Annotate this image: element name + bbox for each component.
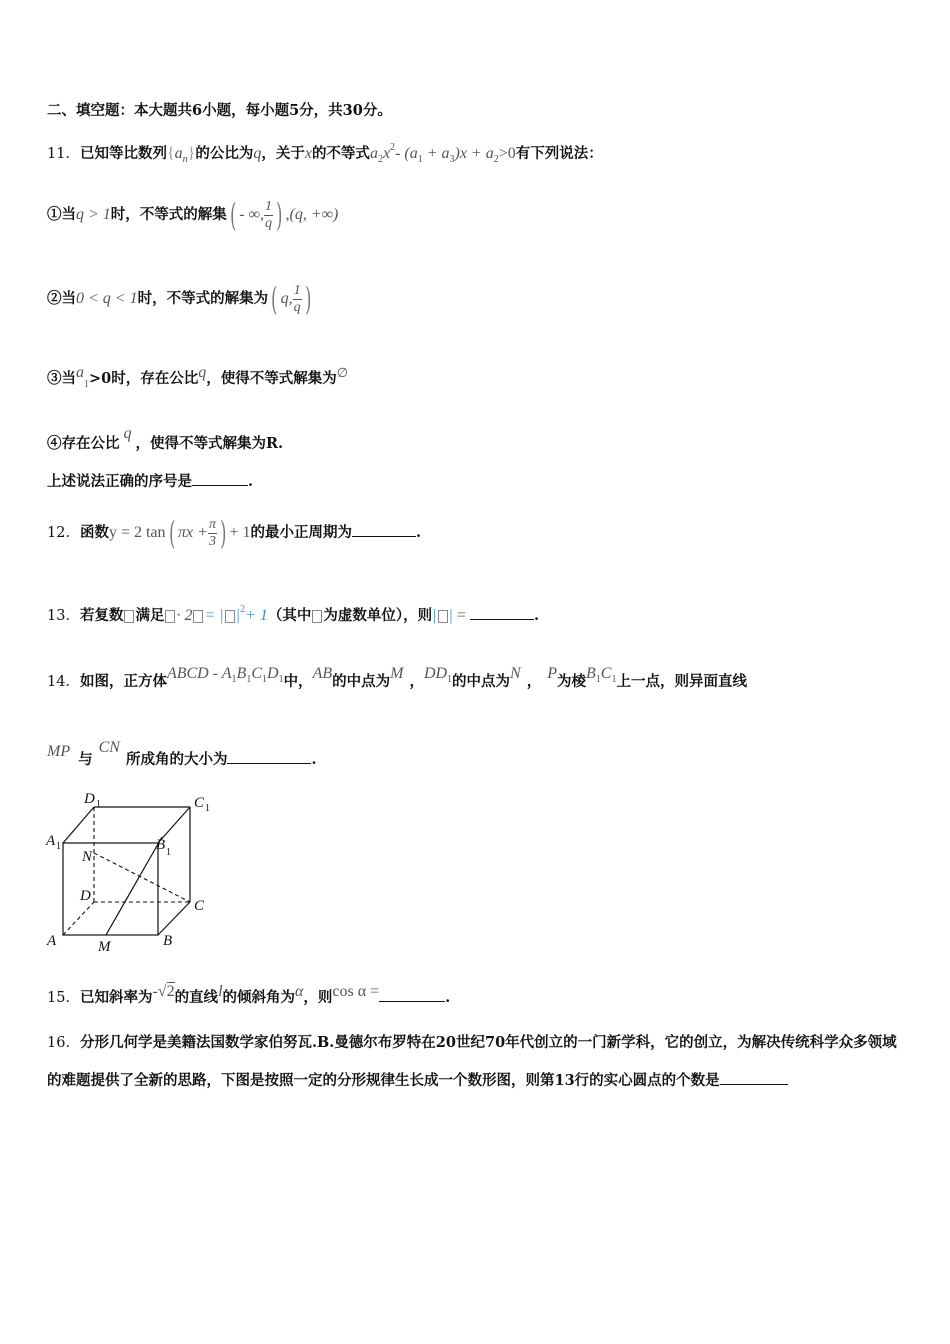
abs-bar: | [432, 607, 437, 624]
radicand: 2 [166, 983, 175, 1000]
q15-number: 15． [47, 990, 80, 1006]
ineq-term: - (a [395, 145, 418, 162]
q14-text: ， [526, 673, 542, 690]
period: . [445, 989, 451, 1006]
label-a: A [47, 933, 57, 949]
seq-brace: { [166, 145, 175, 162]
fraction: $\frac{1}{q}$ [293, 282, 301, 315]
label-sub: 1 [166, 847, 171, 858]
q14-text: 为棱 [557, 673, 586, 690]
q14-text: ， [409, 673, 424, 690]
q15-text: 已知斜率为 [79, 989, 153, 1006]
edge-a1d1 [63, 807, 94, 843]
line-mp [106, 837, 162, 935]
q11-answer [47, 471, 253, 492]
line-mp: MP [47, 743, 71, 760]
q11-statement-3: ③当$a_1>0$时，存在公比q，使得不等式解集为∅ [47, 364, 349, 390]
solution-set: q, [280, 290, 293, 307]
cube-name: B [236, 665, 247, 682]
label-d1: D [84, 791, 95, 807]
section-title: 二、填空题：本大题共6小题，每小题5分，共30分。 [47, 102, 392, 119]
equation-part: + 1 [245, 607, 268, 624]
cos-expr: cos α = [332, 983, 380, 1000]
q15-text: 的倾斜角为 [222, 989, 296, 1006]
solution-set: - ∞, [239, 206, 265, 223]
q14-stem-cont [47, 738, 317, 770]
period: . [248, 473, 254, 490]
seq-symbol: a [174, 145, 183, 162]
q16-stem [47, 1024, 907, 1099]
alpha-symbol: α [295, 983, 304, 1000]
q13-text: （其中 [267, 607, 312, 624]
ineq-term: + a [422, 145, 450, 162]
cube-name: D [267, 665, 279, 682]
period: . [311, 751, 317, 768]
q11-text: 已知等比数列 [79, 145, 167, 162]
segment-dd1: DD [423, 665, 448, 682]
answer-blank[interactable] [470, 605, 534, 620]
missing-glyph-box [124, 610, 134, 623]
statement-label: ③当 [47, 370, 76, 387]
q-symbol: q [198, 364, 207, 381]
x-symbol: x [304, 145, 312, 162]
q12-text: 的最小正周期为 [250, 524, 352, 541]
q13-text: 满足 [135, 607, 165, 624]
answer-blank[interactable] [192, 471, 248, 486]
statement-text: 时，不等式的解集 [110, 206, 227, 223]
label-b: B [163, 933, 173, 949]
edge-ad-hidden [63, 902, 94, 935]
q14-text: 与 [78, 751, 93, 768]
q11-text: 的公比为 [195, 145, 254, 162]
equals: = [456, 607, 466, 624]
statement-text: ，使得不等式解集为R. [135, 435, 284, 452]
line-cn [94, 853, 190, 902]
label-m: M [98, 939, 111, 955]
condition: q > 1 [76, 206, 111, 223]
statement-text: >0时，存在公比 [89, 370, 199, 387]
negative-sign: - [152, 983, 158, 1000]
period: . [533, 607, 540, 624]
answer-blank[interactable] [720, 1070, 788, 1085]
label-d: D [80, 888, 91, 904]
fraction: $\frac{1}{q}$ [265, 198, 273, 231]
period: . [415, 524, 422, 541]
q11-text: 的不等式 [311, 145, 370, 162]
q12-stem: 12．函数y = 2 tan( πx + $\frac{\pi}{3}$ ) + 1的最小正周期为 . [47, 514, 422, 552]
q16-number: 16． [47, 1035, 80, 1051]
equation-part: 2 [240, 604, 246, 615]
q16-text: 分形几何学是美籍法国数学家伯努瓦.B.曼德尔布罗特在20世纪70年代创立的一门新学科，它的创立，为解决传统科学众多领域的难题提供了全新的思路，下图是按照一定的分形规律生长成一个数形图，则第13行的实心圆点的个数是 [47, 1034, 897, 1089]
edge-bc [158, 902, 190, 935]
function-arg: πx + [178, 524, 208, 541]
statement-label: ②当 [47, 290, 76, 307]
point-m: M [390, 665, 404, 682]
segment-ab: AB [312, 665, 333, 682]
missing-glyph-box [438, 610, 448, 623]
q11-statement-2: ②当0 < q < 1时，不等式的解集为( q, $\frac{1}{q}$ ) [47, 280, 311, 318]
edge-b1c1: B [586, 665, 596, 682]
seq-subscript: n [182, 154, 188, 165]
q14-text: 的中点为 [452, 673, 511, 690]
q12-number: 12． [47, 525, 80, 541]
q14-text: 中， [283, 673, 313, 690]
edge-b1c1: C [600, 665, 612, 682]
abs-bar: | [448, 607, 453, 624]
equation-part: | [235, 607, 241, 624]
missing-glyph-box [312, 610, 322, 623]
q15-text: ，则 [303, 989, 333, 1006]
q15-stem: 15．已知斜率为-√2的直线l的倾斜角为α，则cos α = . [47, 983, 451, 1006]
function-plus: + 1 [229, 524, 251, 541]
label-a1: A [46, 833, 56, 849]
q14-text: 上一点，则异面直线 [616, 673, 747, 690]
solution-set: ,(q, +∞) [285, 206, 339, 223]
q13-text: 为虚数单位），则 [323, 607, 433, 624]
point-n: N [510, 665, 521, 682]
label-c1: C [194, 795, 205, 811]
label-b1: B [156, 837, 166, 853]
q-symbol: q [123, 425, 132, 442]
cube-name: ABCD - A [166, 665, 232, 682]
label-c: C [194, 898, 205, 914]
q13-stem [47, 600, 539, 626]
q11-number: 11． [47, 146, 80, 162]
label-sub: 1 [205, 803, 210, 814]
q14-text: 所成角的大小为 [125, 751, 228, 768]
q-symbol: q [253, 145, 262, 162]
cube-name: C [251, 665, 262, 682]
q14-stem: 14．如图，正方体ABCD - $A^1B^1C^1D^1$中，AB的中点为M ，$DD^1$的中点为N ， P为棱$B^1C^1$上一点，则异面直线 [47, 665, 747, 690]
equation-part: · 2 [176, 607, 193, 624]
q13-number: 13． [47, 608, 80, 624]
cube-figure [40, 785, 230, 955]
q12-text: 函数 [79, 524, 109, 541]
label-sub: 1 [96, 799, 101, 810]
q11-stem: 11．已知等比数列$\{a_n\}$的公比为q，关于x的不等式$a_2x^2-$ $(a_1 + a_3)x + a_2>0$有下列说法： [47, 142, 603, 165]
seq-brace-close: } [187, 145, 196, 162]
q14-text: 的中点为 [332, 673, 391, 690]
answer-blank[interactable] [379, 987, 445, 1002]
empty-set-symbol: ∅ [336, 365, 349, 380]
missing-glyph-box [165, 610, 175, 623]
label-n: N [82, 849, 93, 865]
q11-text: 有下列说法： [515, 145, 603, 162]
statement-label: ①当 [47, 206, 76, 223]
fraction: $\frac{\pi}{3}$ [208, 516, 216, 549]
q11-statement-4 [47, 424, 283, 454]
ineq-term: )x + a [454, 145, 494, 162]
q14-number: 14． [47, 674, 80, 690]
q11-statement-1: ①当q > 1时，不等式的解集( - ∞, $\frac{1}{q}$ ) ,(q, +∞) [47, 196, 339, 234]
missing-glyph-box [193, 610, 203, 623]
q14-text: 如图，正方体 [79, 673, 167, 690]
a-symbol: a [76, 364, 84, 381]
statement-text: 时，不等式的解集为 [137, 290, 269, 307]
ineq-term: a [369, 145, 378, 162]
line-cn: CN [98, 739, 120, 756]
point-p: P [547, 665, 557, 682]
ineq-term: >0 [498, 145, 516, 162]
statement-label: ④存在公比 [47, 435, 120, 452]
answer-prompt: 上述说法正确的序号是 [47, 473, 192, 490]
front-face [63, 843, 158, 935]
q11-text: ，关于 [261, 145, 305, 162]
equation-part: = | [204, 607, 224, 624]
label-sub: 1 [56, 841, 61, 852]
missing-glyph-box [225, 610, 235, 623]
statement-text: ，使得不等式解集为 [206, 370, 337, 387]
q13-text: 若复数 [79, 607, 124, 624]
answer-blank[interactable] [227, 749, 311, 764]
line-l: l [218, 983, 223, 1000]
answer-blank[interactable] [352, 522, 416, 537]
function-expr: y = 2 tan [108, 524, 166, 541]
q15-text: 的直线 [174, 989, 219, 1006]
condition: 0 < q < 1 [76, 290, 138, 307]
